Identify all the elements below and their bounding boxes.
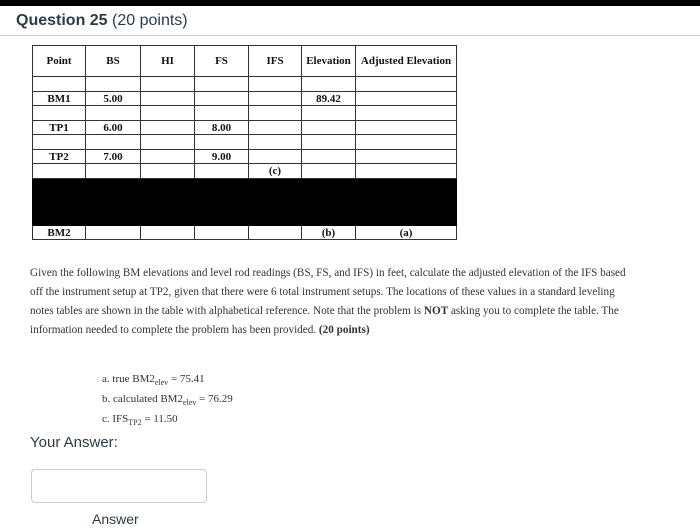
cell-elevation <box>302 150 356 164</box>
cell-fs <box>195 226 249 240</box>
problem-points: (20 points) <box>318 324 370 336</box>
table-row <box>33 77 457 92</box>
header-fs: FS <box>195 46 249 77</box>
header-divider <box>0 35 700 36</box>
header-bs: BS <box>86 46 141 77</box>
header-adjusted-elevation: Adjusted Elevation <box>356 46 457 77</box>
cell-ifs <box>249 121 302 135</box>
problem-not: NOT <box>423 305 449 317</box>
cell-hi <box>141 150 195 164</box>
given-c: c. $IFS_{TP2} = 11.50$ <box>102 413 178 428</box>
top-bar <box>0 0 700 6</box>
problem-statement <box>30 264 640 340</box>
answer-input[interactable] <box>31 469 207 503</box>
cell-ifs <box>249 92 302 106</box>
elevation-reference-b: (b) <box>302 226 356 240</box>
cell-ifs <box>249 226 302 240</box>
header-hi: HI <box>141 46 195 77</box>
cell-point: BM1 <box>33 92 86 106</box>
cell-hi <box>141 92 195 106</box>
cell-fs: 8.00 <box>195 121 249 135</box>
question-title: Question 25 <box>16 12 108 29</box>
cell-bs: 6.00 <box>86 121 141 135</box>
cell-adjusted <box>356 121 457 135</box>
cell-adjusted <box>356 150 457 164</box>
leveling-table <box>32 45 457 240</box>
question-points: (20 points) <box>112 12 188 29</box>
question-header <box>16 12 188 30</box>
cell-point: TP1 <box>33 121 86 135</box>
given-values <box>102 371 233 432</box>
cell-hi <box>141 121 195 135</box>
ifs-reference-c: (c) <box>249 164 302 179</box>
table-header-row <box>33 46 457 77</box>
cell-hi <box>141 226 195 240</box>
header-point: Point <box>33 46 86 77</box>
table-row <box>33 135 457 150</box>
problem-text-2: asking you to complete the table. The information needed to complete the problem has been provided. <box>30 305 619 336</box>
cell-bs <box>86 226 141 240</box>
answer-label: Answer <box>92 511 139 527</box>
cell-point: BM2 <box>33 226 86 240</box>
cell-fs <box>195 92 249 106</box>
table-row <box>33 106 457 121</box>
redacted-rows <box>33 179 457 226</box>
given-b: b. calculated $BM2_{elev} = 76.29$ <box>102 393 233 408</box>
given-a: a. true $BM2_{elev} = 75.41$ <box>102 373 205 388</box>
header-ifs: IFS <box>249 46 302 77</box>
cell-ifs <box>249 150 302 164</box>
cell-elevation <box>302 121 356 135</box>
table-row-bm1 <box>33 92 457 106</box>
problem-text-1: Given the following BM elevations and level rod readings (BS, FS, and IFS) in feet, calculate the adjusted elevation of the IFS based off the instrument setup at TP2, given that there were 6 total instrument setups. The locations of these values in a standard leveling notes tables are shown in the table with alphabetical reference. Note that the problem is <box>30 267 626 317</box>
cell-bs: 7.00 <box>86 150 141 164</box>
cell-elevation: 89.42 <box>302 92 356 106</box>
cell-bs: 5.00 <box>86 92 141 106</box>
cell-point: TP2 <box>33 150 86 164</box>
cell-fs: 9.00 <box>195 150 249 164</box>
header-elevation: Elevation <box>302 46 356 77</box>
table-row-bm2 <box>33 226 457 240</box>
table-row <box>33 164 457 179</box>
adjusted-reference-a: (a) <box>356 226 457 240</box>
your-answer-heading: Your Answer: <box>30 434 118 451</box>
table-row-tp2 <box>33 150 457 164</box>
cell-adjusted <box>356 92 457 106</box>
table-row-tp1 <box>33 121 457 135</box>
